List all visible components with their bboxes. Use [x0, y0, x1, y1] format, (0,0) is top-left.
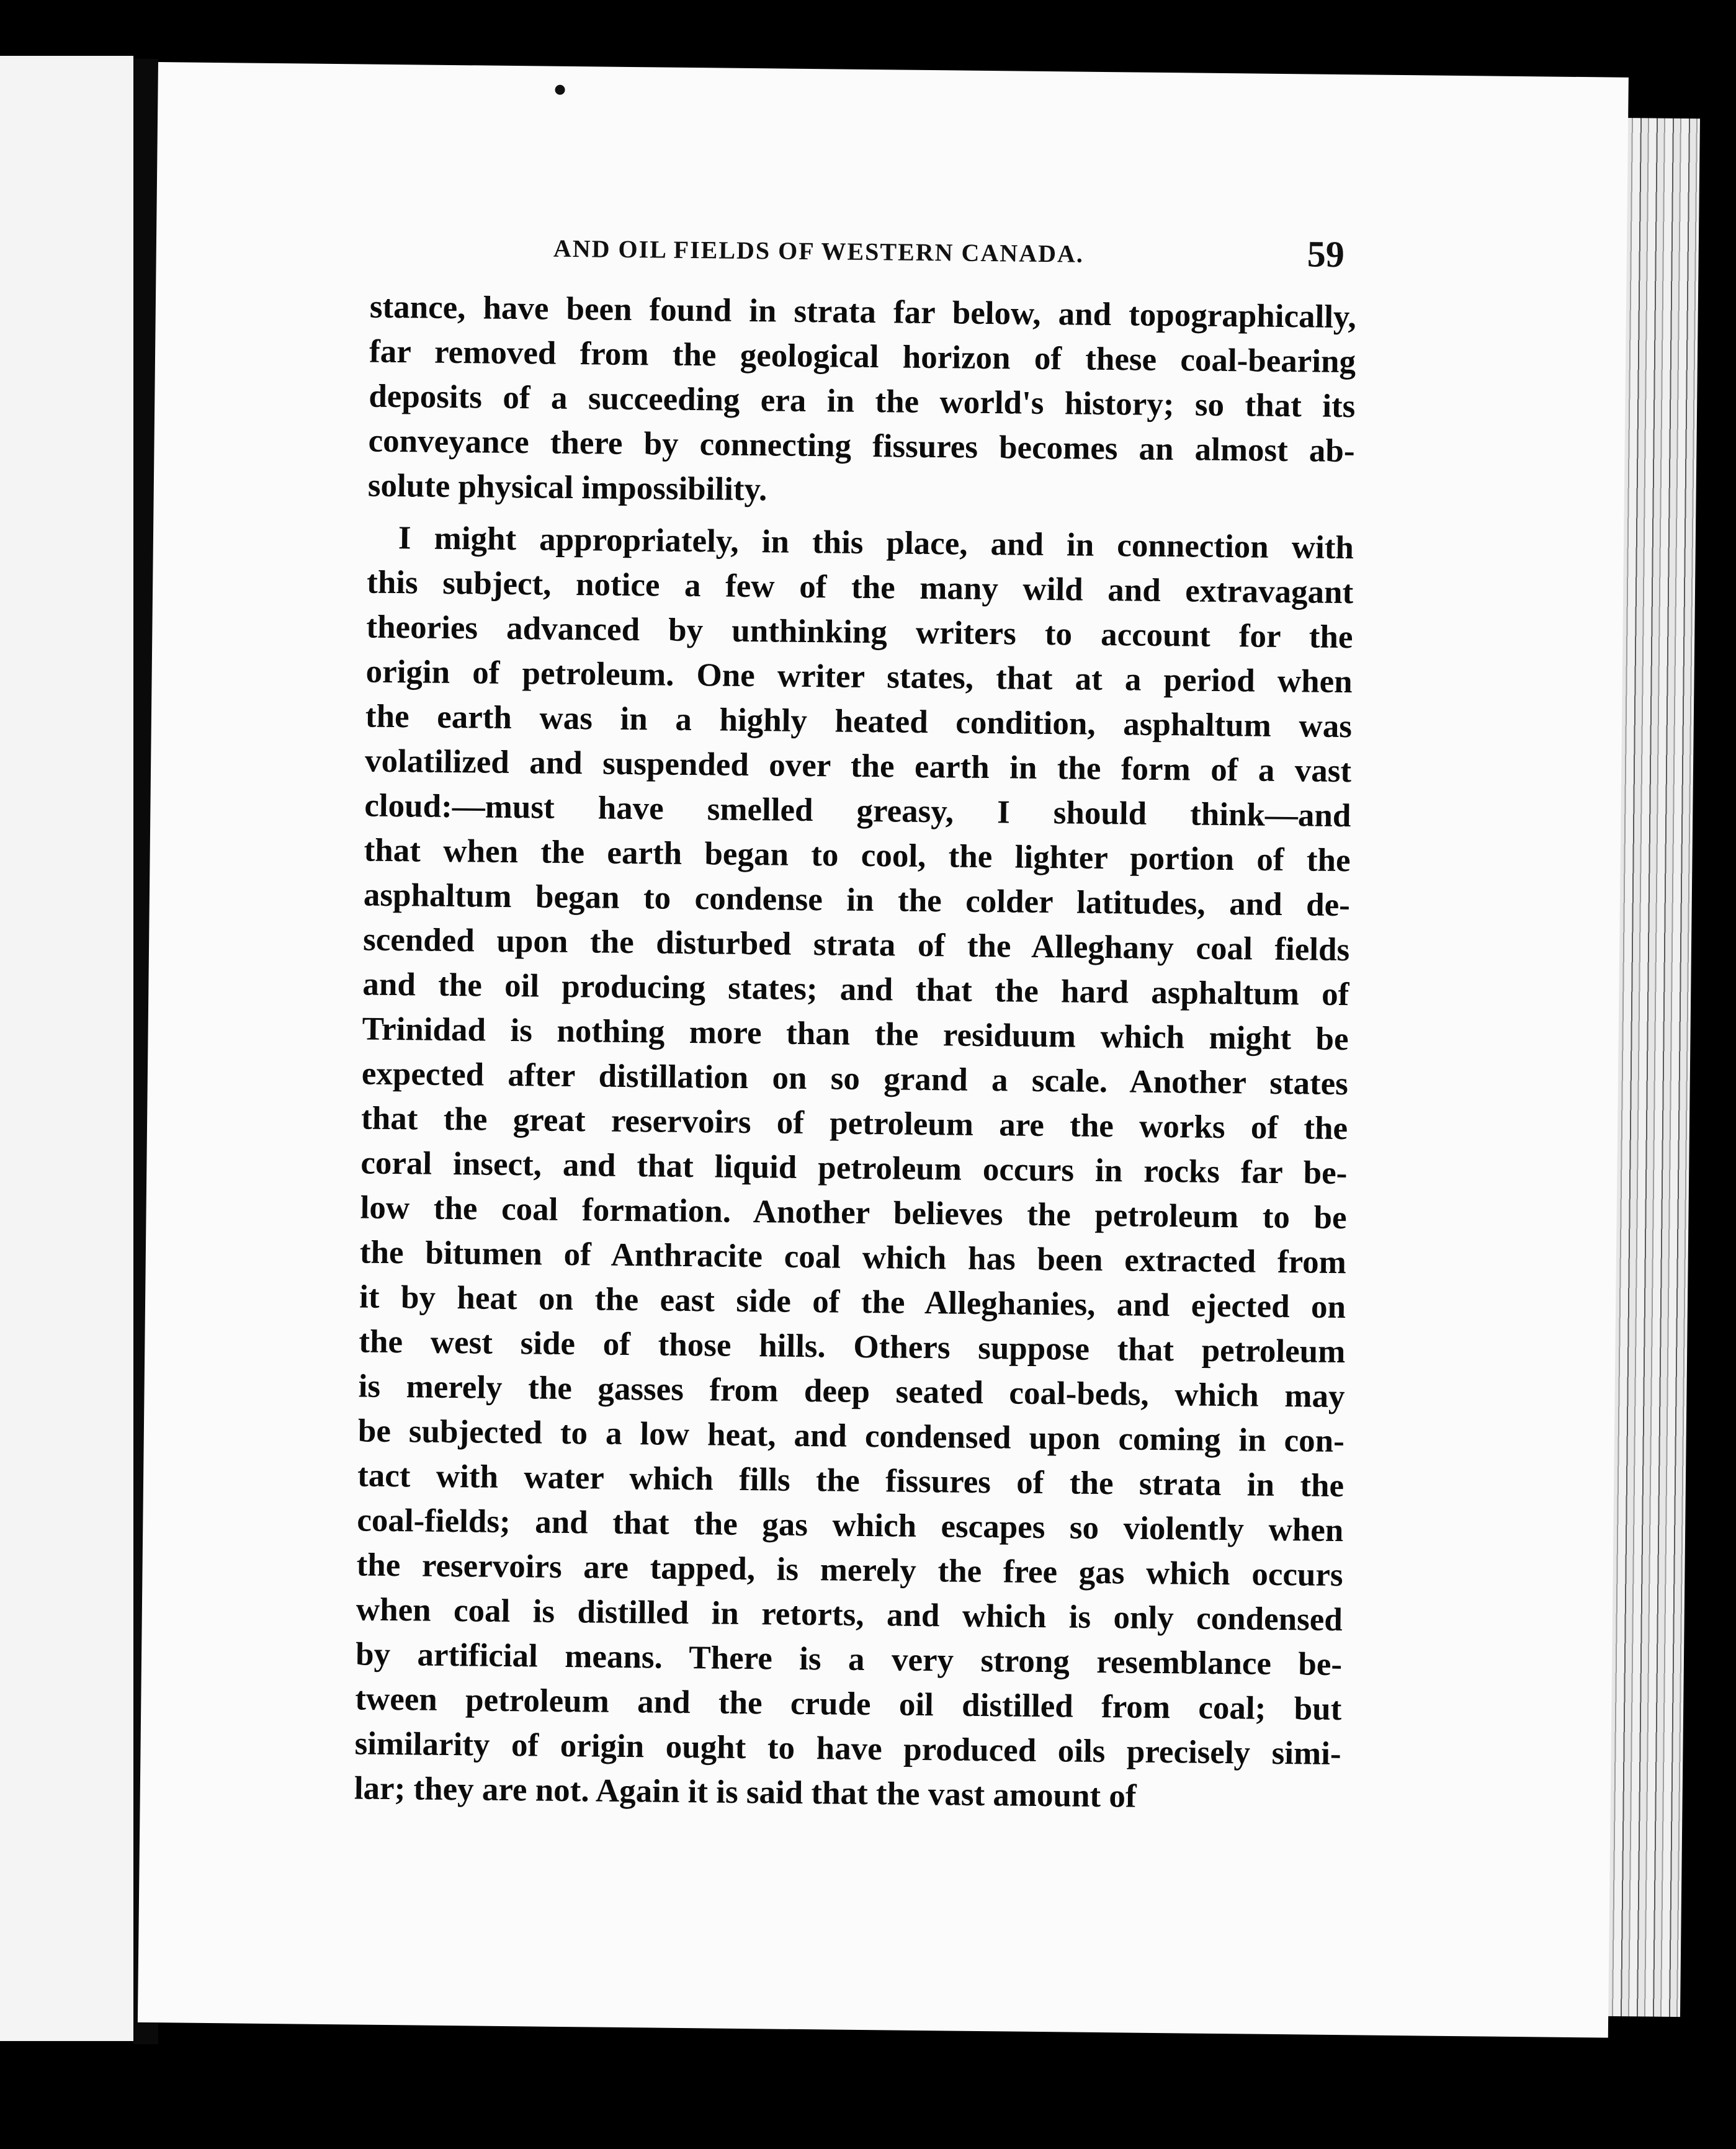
text-line: the west side of those hills. Others suppose that petroleum — [359, 1323, 1346, 1370]
text-line: volatilized and suspended over the earth in the form of a vast — [364, 743, 1352, 790]
text-line: origin of petroleum. One writer states, that at a period when — [365, 653, 1353, 700]
running-head: AND OIL FIELDS OF WESTERN CANADA. — [553, 234, 1085, 268]
text-line: it by heat on the east side of the Alleghanies, and ejected on — [359, 1279, 1346, 1326]
text-line: this subject, notice a few of the many wild and extravagant — [366, 564, 1354, 611]
text-line: that when the earth began to cool, the lighter portion of the — [364, 832, 1351, 879]
book-page — [138, 62, 1629, 2038]
text-line: is merely the gasses from deep seated coal-beds, which may — [358, 1368, 1345, 1415]
text-line: conveyance there by connecting fissures becomes an almost ab- — [368, 422, 1355, 470]
text-line: solute physical impossibility. — [367, 467, 767, 508]
text-line: scended upon the disturbed strata of the Alleghany coal fields — [362, 921, 1350, 968]
text-line: expected after distillation on so grand a scale. Another states — [361, 1055, 1349, 1102]
text-line: tween petroleum and the crude oil distilled from coal; but — [355, 1681, 1342, 1728]
text-line: that the great reservoirs of petroleum are the works of the — [360, 1100, 1348, 1147]
paragraph — [367, 285, 1356, 519]
text-line: coral insect, and that liquid petroleum occurs in rocks far be- — [360, 1145, 1348, 1192]
text-line: deposits of a succeeding era in the world's history; so that its — [369, 378, 1356, 425]
text-line: low the coal formation. Another believes the petroleum to be — [360, 1189, 1347, 1236]
facing-page-edge — [0, 56, 133, 2041]
text-line: when coal is distilled in retorts, and which is only condensed — [356, 1591, 1343, 1638]
text-line: cloud:—must have smelled greasy, I should think—and — [364, 787, 1351, 834]
text-line: asphaltum began to condense in the colder latitudes, and de- — [363, 877, 1351, 924]
text-line: coal-fields; and that the gas which escapes so violently when — [357, 1502, 1344, 1549]
text-line: Trinidad is nothing more than the residuum which might be — [362, 1011, 1349, 1058]
text-line: by artificial means. There is a very strong resemblance be- — [355, 1636, 1343, 1683]
page-number: 59 — [1307, 233, 1345, 275]
text-line: tact with water which fills the fissures of the strata in the — [357, 1457, 1345, 1504]
text-line: similarity of origin ought to have produced oils precisely simi- — [354, 1725, 1341, 1772]
text-line: the reservoirs are tapped, is merely the free gas which occurs — [356, 1547, 1343, 1594]
text-line: theories advanced by unthinking writers to account for the — [366, 609, 1353, 656]
ink-dot — [555, 85, 565, 95]
text-line: be subjected to a low heat, and condensed upon coming in con- — [357, 1413, 1345, 1460]
paragraph — [354, 516, 1354, 1821]
text-line: I might appropriately, in this place, and in connection with — [398, 520, 1354, 566]
text-line: the bitumen of Anthracite coal which has been extracted from — [359, 1234, 1347, 1281]
text-line: stance, have been found in strata far below, and topographically, — [369, 288, 1357, 336]
text-line: far removed from the geological horizon of these coal-bearing — [369, 333, 1356, 380]
text-line: and the oil producing states; and that the hard asphaltum of — [362, 966, 1349, 1013]
body-text — [354, 285, 1357, 1821]
text-line: the earth was in a highly heated condition, asphaltum was — [365, 698, 1353, 745]
text-line: lar; they are not. Again it is said that the vast amount of — [354, 1770, 1137, 1815]
